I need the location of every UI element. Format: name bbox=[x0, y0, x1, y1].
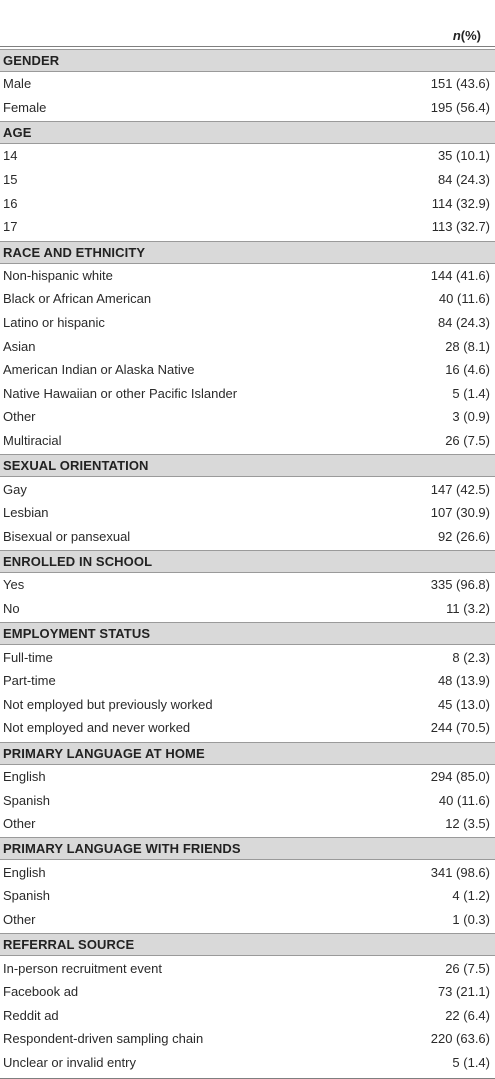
table-row bbox=[0, 1003, 495, 1027]
row-value: 12 (3.5) bbox=[445, 816, 490, 832]
row-label: Lesbian bbox=[3, 505, 49, 521]
table-row bbox=[0, 525, 495, 549]
row-value: 335 (96.8) bbox=[430, 577, 490, 593]
table-row bbox=[0, 334, 495, 358]
section-header: RACE AND ETHNICITY bbox=[0, 241, 495, 264]
row-value: 35 (10.1) bbox=[437, 148, 490, 164]
table-row bbox=[0, 908, 495, 932]
row-label: Asian bbox=[3, 338, 36, 354]
table-row bbox=[0, 144, 495, 168]
row-value: 40 (11.6) bbox=[438, 792, 490, 808]
row-value: 4 (1.2) bbox=[452, 888, 490, 904]
row-label: English bbox=[3, 768, 46, 784]
section-header: AGE bbox=[0, 121, 495, 144]
row-value: 16 (4.6) bbox=[445, 362, 490, 378]
row-label: American Indian or Alaska Native bbox=[3, 362, 195, 378]
row-value: 11 (3.2) bbox=[446, 600, 490, 616]
row-label: Multiracial bbox=[3, 433, 62, 449]
table-row bbox=[0, 716, 495, 740]
table-row bbox=[0, 96, 495, 120]
row-label: Full-time bbox=[3, 649, 53, 665]
row-value: 73 (21.1) bbox=[437, 984, 490, 1000]
row-value: 244 (70.5) bbox=[430, 720, 490, 736]
row-label: Unclear or invalid entry bbox=[3, 1054, 136, 1070]
row-value: 147 (42.5) bbox=[430, 481, 490, 497]
row-label: 17 bbox=[3, 219, 18, 235]
row-value: 48 (13.9) bbox=[437, 673, 490, 689]
row-label: Respondent-driven sampling chain bbox=[3, 1031, 204, 1047]
row-label: Yes bbox=[3, 577, 25, 593]
row-value: 28 (8.1) bbox=[445, 338, 490, 354]
table-row bbox=[0, 884, 495, 908]
table-row bbox=[0, 358, 495, 382]
row-label: Latino or hispanic bbox=[3, 315, 105, 331]
row-label: Bisexual or pansexual bbox=[3, 528, 131, 544]
section-header: PRIMARY LANGUAGE AT HOME bbox=[0, 742, 495, 765]
row-label: Spanish bbox=[3, 888, 50, 904]
table-row bbox=[0, 382, 495, 406]
table-row bbox=[0, 980, 495, 1004]
section-header: PRIMARY LANGUAGE WITH FRIENDS bbox=[0, 837, 495, 860]
table-row bbox=[0, 1027, 495, 1051]
column-header-row bbox=[0, 24, 495, 47]
row-value: 113 (32.7) bbox=[431, 219, 490, 235]
row-value: 5 (1.4) bbox=[452, 1054, 490, 1070]
row-label: Not employed but previously worked bbox=[3, 696, 213, 712]
row-label: Reddit ad bbox=[3, 1007, 59, 1023]
row-value: 22 (6.4) bbox=[445, 1007, 490, 1023]
row-value: 144 (41.6) bbox=[430, 267, 490, 283]
table-row bbox=[0, 812, 495, 836]
row-value: 114 (32.9) bbox=[431, 195, 490, 211]
table-row bbox=[0, 405, 495, 429]
row-label: Spanish bbox=[3, 792, 50, 808]
row-label: 15 bbox=[3, 172, 18, 188]
row-value: 8 (2.3) bbox=[452, 649, 490, 665]
row-value: 1 (0.3) bbox=[452, 911, 490, 927]
table-row bbox=[0, 1051, 495, 1075]
table-row bbox=[0, 788, 495, 812]
row-value: 151 (43.6) bbox=[430, 76, 490, 92]
section-header: ENROLLED IN SCHOOL bbox=[0, 550, 495, 573]
row-value: 195 (56.4) bbox=[430, 99, 490, 115]
table-row bbox=[0, 191, 495, 215]
row-label: 16 bbox=[3, 195, 18, 211]
table-row bbox=[0, 501, 495, 525]
section-header: REFERRAL SOURCE bbox=[0, 933, 495, 956]
row-value: 5 (1.4) bbox=[452, 385, 490, 401]
row-label: Facebook ad bbox=[3, 984, 79, 1000]
row-value: 92 (26.6) bbox=[437, 528, 490, 544]
row-value: 107 (30.9) bbox=[430, 505, 490, 521]
column-header-n: n bbox=[452, 27, 461, 43]
table-row bbox=[0, 287, 495, 311]
table-row bbox=[0, 264, 495, 288]
row-label: Black or African American bbox=[3, 291, 152, 307]
row-label: Other bbox=[3, 911, 36, 927]
row-label: In-person recruitment event bbox=[3, 960, 162, 976]
table-row bbox=[0, 692, 495, 716]
row-label: English bbox=[3, 864, 46, 880]
row-label: No bbox=[3, 600, 20, 616]
row-label: Male bbox=[3, 76, 32, 92]
section-header: EMPLOYMENT STATUS bbox=[0, 622, 495, 645]
section-header: SEXUAL ORIENTATION bbox=[0, 454, 495, 477]
table-row bbox=[0, 72, 495, 96]
row-label: Other bbox=[3, 409, 36, 425]
row-label: Not employed and never worked bbox=[3, 720, 191, 736]
row-value: 341 (98.6) bbox=[430, 864, 490, 880]
row-value: 220 (63.6) bbox=[430, 1031, 490, 1047]
row-value: 294 (85.0) bbox=[430, 768, 490, 784]
table-row bbox=[0, 477, 495, 501]
table-row bbox=[0, 429, 495, 453]
table-row bbox=[0, 168, 495, 192]
row-label: Part-time bbox=[3, 673, 56, 689]
row-value: 26 (7.5) bbox=[445, 960, 490, 976]
row-value: 84 (24.3) bbox=[437, 315, 490, 331]
section-header: GENDER bbox=[0, 49, 495, 72]
table-row bbox=[0, 311, 495, 335]
row-label: Gay bbox=[3, 481, 27, 497]
table-row bbox=[0, 956, 495, 980]
table-row bbox=[0, 597, 495, 621]
table-row bbox=[0, 215, 495, 239]
table-row bbox=[0, 669, 495, 693]
row-value: 84 (24.3) bbox=[437, 172, 490, 188]
row-value: 3 (0.9) bbox=[452, 409, 490, 425]
row-label: 14 bbox=[3, 148, 18, 164]
table-row bbox=[0, 860, 495, 884]
column-header-percent: (%) bbox=[460, 27, 481, 43]
row-value: 45 (13.0) bbox=[437, 696, 490, 712]
row-label: Native Hawaiian or other Pacific Islander bbox=[3, 385, 238, 401]
row-value: 26 (7.5) bbox=[445, 433, 490, 449]
row-label: Other bbox=[3, 816, 36, 832]
row-value: 40 (11.6) bbox=[438, 291, 490, 307]
table-row bbox=[0, 765, 495, 789]
table-row bbox=[0, 573, 495, 597]
row-label: Female bbox=[3, 99, 47, 115]
table-body bbox=[0, 49, 495, 1074]
table-row bbox=[0, 645, 495, 669]
row-label: Non-hispanic white bbox=[3, 267, 113, 283]
